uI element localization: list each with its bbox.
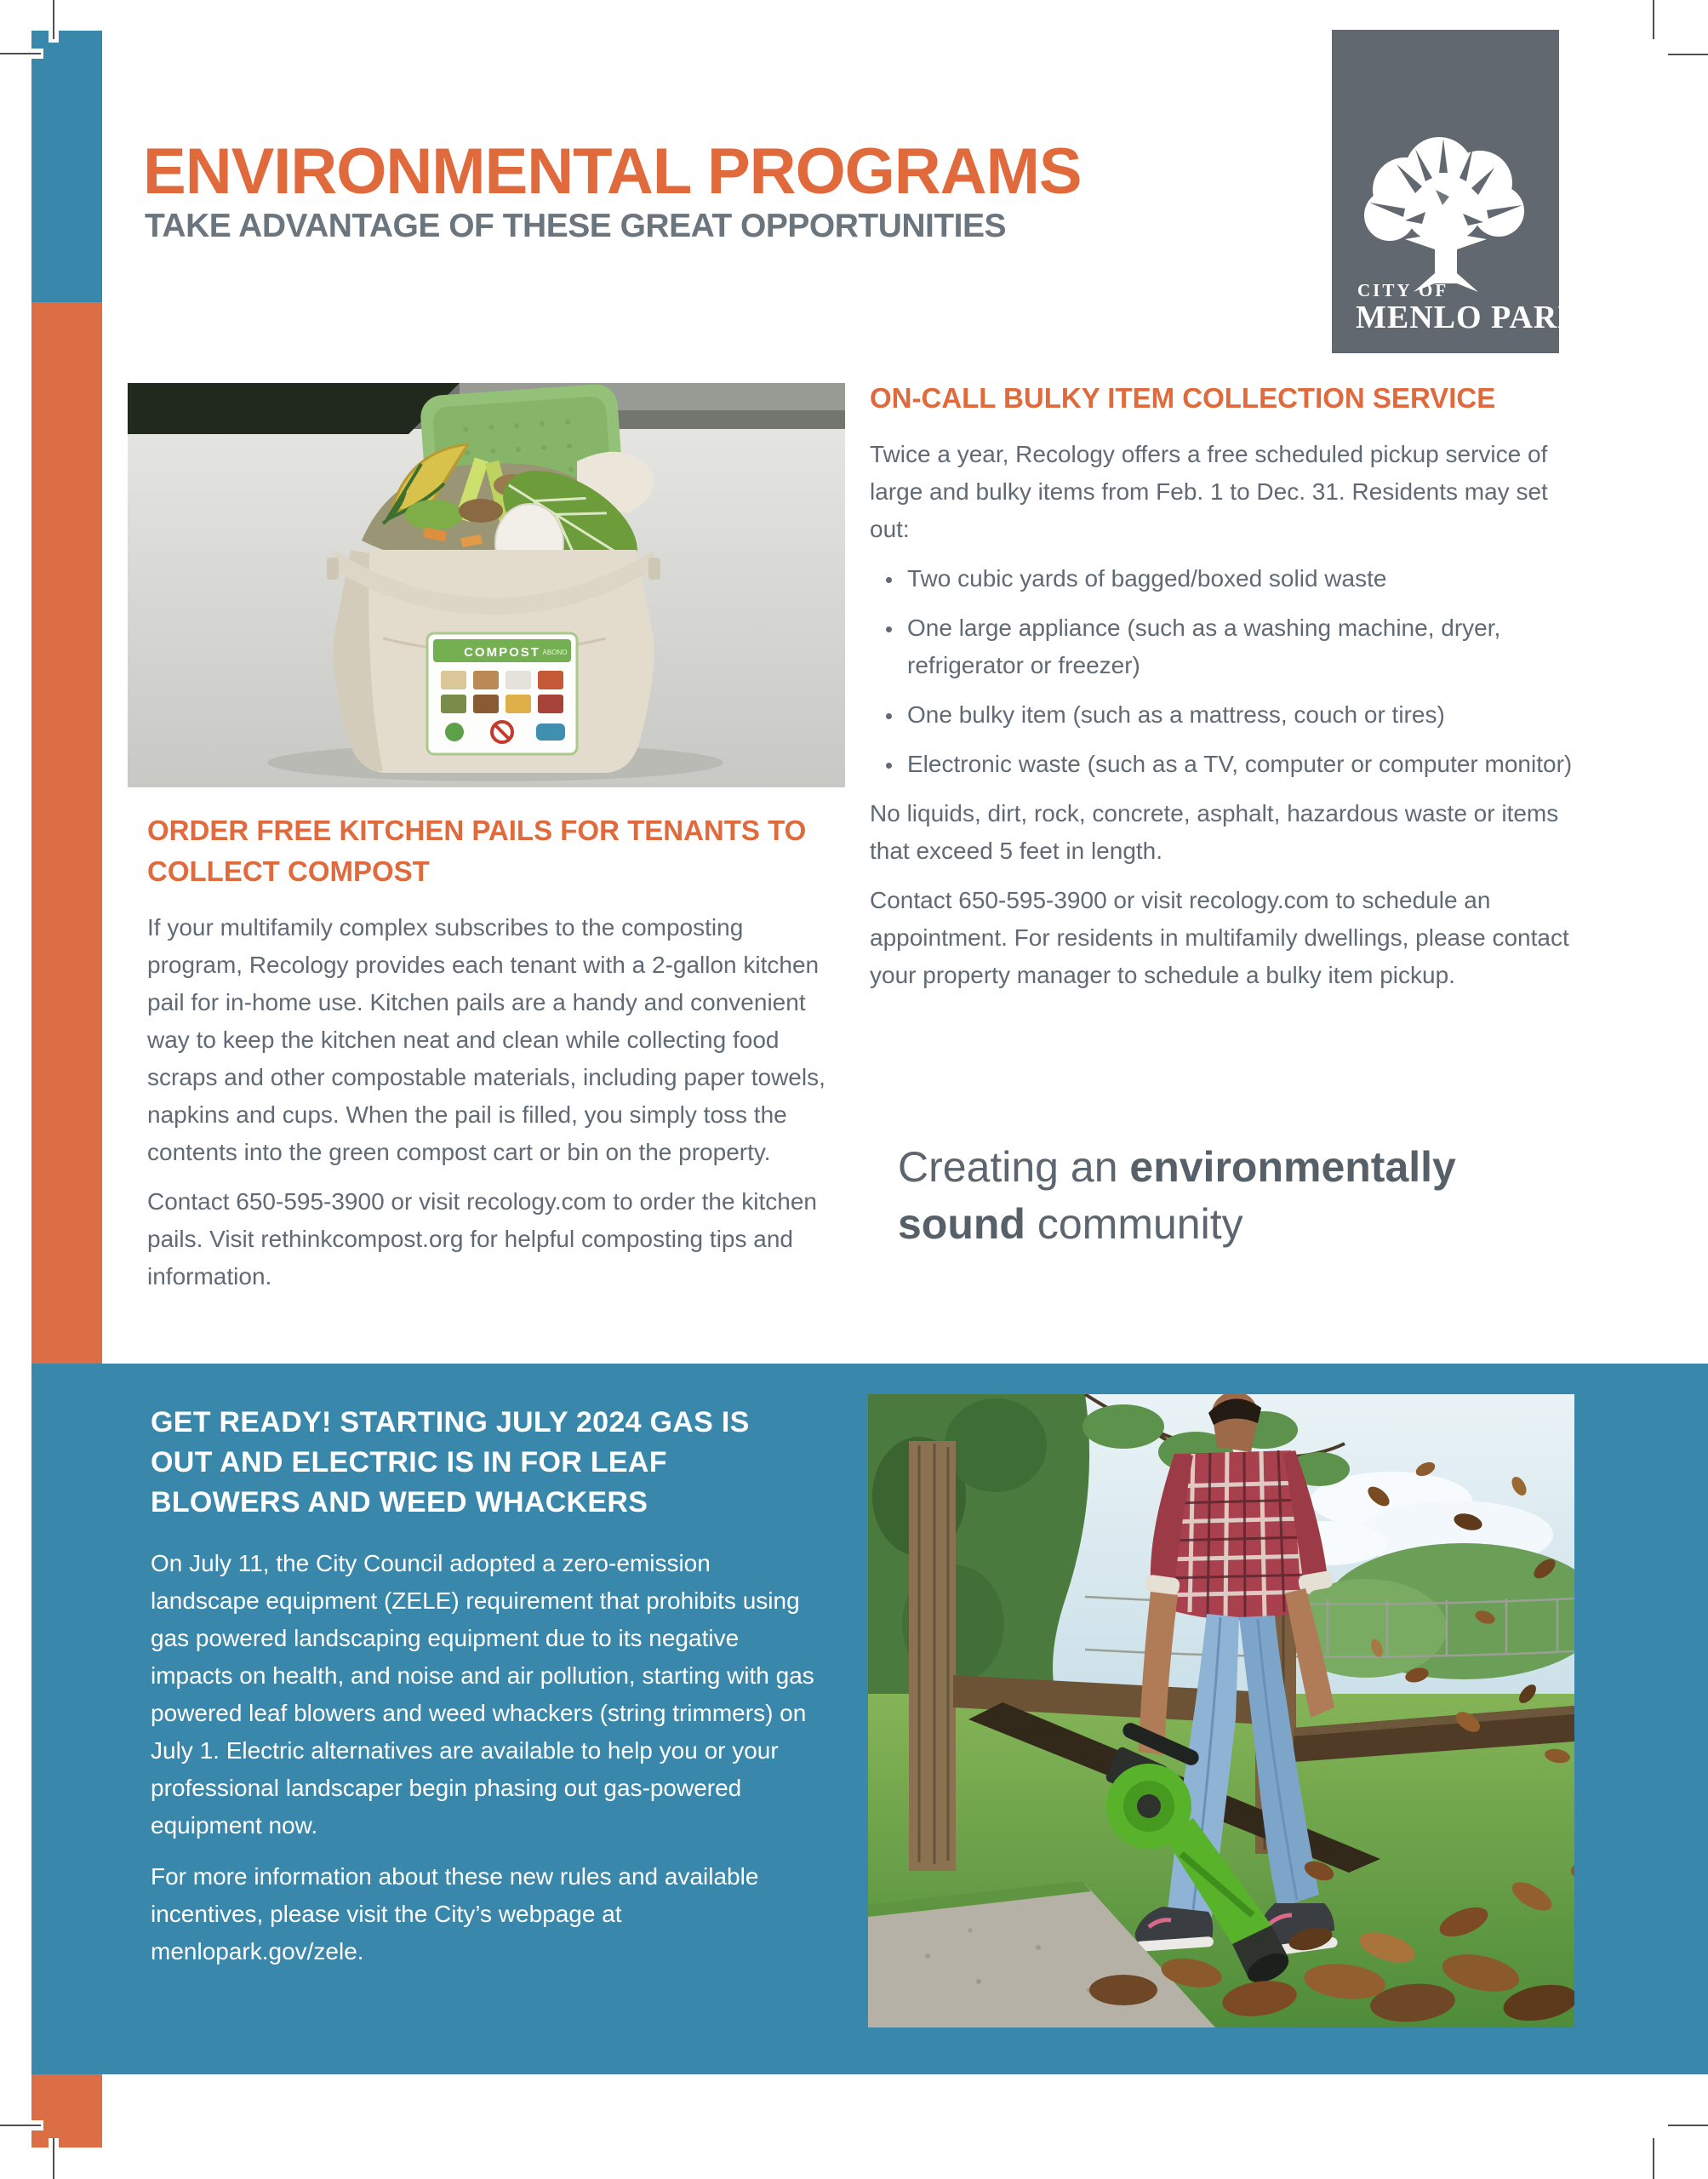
bulky-item-heading: ON-CALL BULKY ITEM COLLECTION SERVICE <box>870 382 1496 414</box>
logo-city-of-label: CITY OF <box>1357 280 1449 300</box>
zele-text-block <box>151 1403 814 1984</box>
crop-mark <box>1653 0 1654 39</box>
bulky-item-bullet: • Electronic waste (such as a TV, computer or computer monitor) <box>904 746 1585 783</box>
zele-paragraph-2: For more information about these new rules and available incentives, please visit the City’s webpage at menlopark.gov/zele. <box>151 1863 759 1965</box>
kitchen-pails-section <box>147 810 837 1307</box>
compost-label-text-es: ABONO <box>542 649 568 656</box>
tagline-bold-2: sound <box>898 1200 1025 1248</box>
bulky-item-bullet: • One large appliance (such as a washing machine, dryer, refrigerator or freezer) <box>904 609 1585 684</box>
crop-mark <box>53 0 54 39</box>
left-accent-bar-orange <box>31 302 102 1364</box>
kitchen-pail-photo <box>128 383 845 787</box>
left-accent-bar-blue <box>31 31 102 302</box>
crop-mark <box>0 2125 41 2126</box>
bulky-item-bullet: • One bulky item (such as a mattress, couch or tires) <box>904 696 1585 734</box>
kitchen-pails-paragraph-1: If your multifamily complex subscribes to the composting program, Recology provides each tenant with a 2-gallon kitchen pail for in-home use. Kitchen pails are a handy and convenient way to keep the kitchen neat and clean while collecting food scraps and other compostable materials, including paper towels, napkins and cups. When the pail is filled, you simply toss the contents into the green compost cart or bin on the property. <box>147 914 825 1165</box>
crop-mark <box>0 53 41 54</box>
crop-mark <box>1668 54 1708 55</box>
city-logo <box>1332 30 1584 353</box>
crop-mark <box>1653 2138 1654 2179</box>
bulky-item-section <box>870 378 1585 1006</box>
bulky-item-bullet: • Two cubic yards of bagged/boxed solid waste <box>904 560 1585 598</box>
bulky-item-intro: Twice a year, Recology offers a free scheduled pickup service of large and bulky items from Feb. 1 to Dec. 31. Residents may set out: <box>870 441 1548 542</box>
kitchen-pails-paragraph-2: Contact 650-595-3900 or visit recology.com to order the kitchen pails. Visit rethinkcompost.org for helpful composting tips and information. <box>147 1188 818 1290</box>
kitchen-pails-heading: ORDER FREE KITCHEN PAILS FOR TENANTS TO COLLECT COMPOST <box>147 815 807 887</box>
bulky-item-contact: Contact 650-595-3900 or visit recology.com to schedule an appointment. For residents in multifamily dwellings, please contact your property manager to schedule a bulky item pickup. <box>870 887 1569 988</box>
oak-tree-icon <box>1354 130 1537 292</box>
zele-heading: GET READY! STARTING JULY 2024 GAS IS OUT AND ELECTRIC IS IN FOR LEAF BLOWERS AND WEED WHACKERS <box>151 1406 750 1518</box>
logo-name-label: MENLO PARK <box>1356 300 1584 335</box>
bottom-accent-square-orange <box>31 2074 102 2148</box>
tagline <box>898 1139 1579 1253</box>
crop-mark <box>1668 2125 1708 2126</box>
bulky-item-note: No liquids, dirt, rock, concrete, asphalt, hazardous waste or items that exceed 5 feet in length. <box>870 800 1559 864</box>
bulky-item-list <box>870 560 1585 783</box>
zele-section <box>31 1364 1708 2074</box>
page-title: ENVIRONMENTAL PROGRAMS <box>143 135 1082 208</box>
crop-mark <box>53 2138 54 2179</box>
tagline-bold-1: environmentally <box>1129 1143 1456 1191</box>
compost-label-text: COMPOST <box>464 645 540 660</box>
page-subtitle: TAKE ADVANTAGE OF THESE GREAT OPPORTUNITIES <box>145 208 1007 244</box>
leaf-blower-photo <box>868 1394 1574 2027</box>
zele-paragraph-1: On July 11, the City Council adopted a zero-emission landscape equipment (ZELE) requirement that prohibits using gas powered landscaping equipment due to its negative impacts on health, and noise and air pollution, starting with gas powered leaf blowers and weed whackers (string trimmers) on July 1. Electric alternatives are available to help you or your professional landscaper begin phasing out gas-powered equipment now. <box>151 1550 814 1839</box>
tagline-part-2: community <box>1025 1200 1243 1248</box>
tagline-part-1: Creating an <box>898 1143 1130 1191</box>
